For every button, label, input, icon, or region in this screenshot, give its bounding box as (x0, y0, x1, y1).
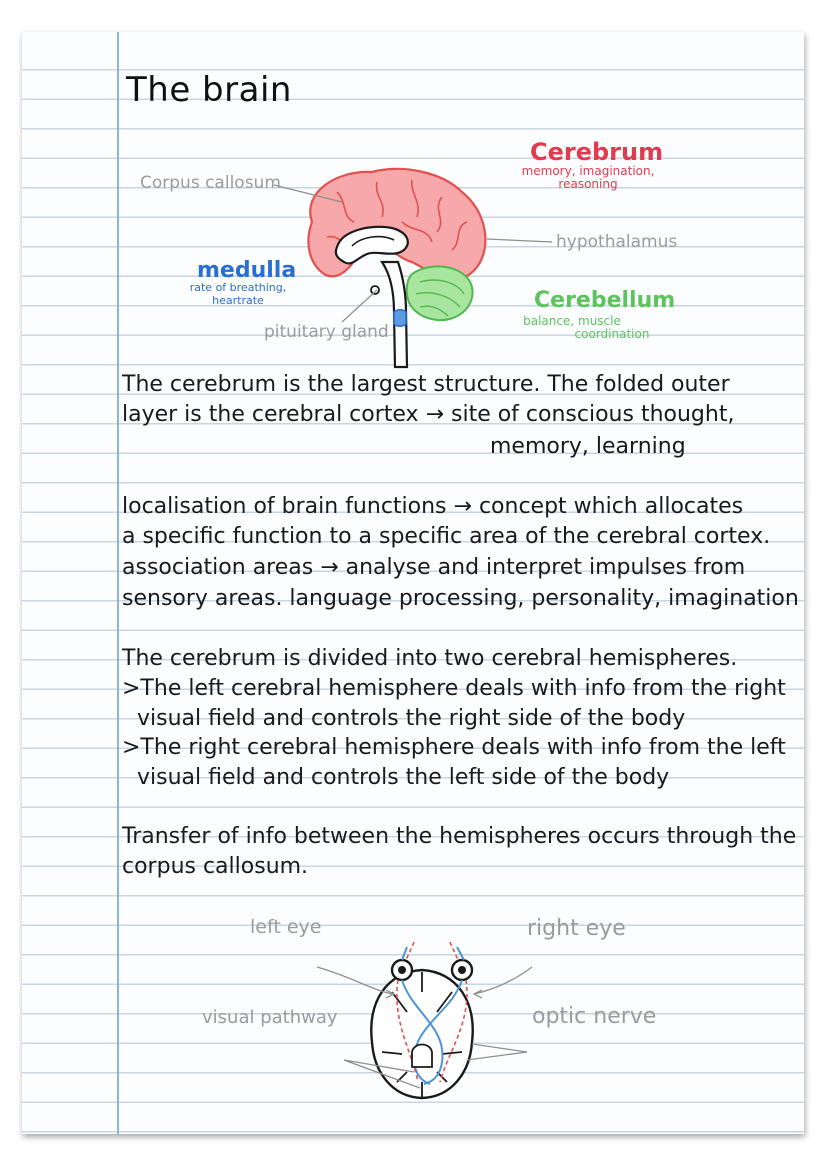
paragraph-2-line-4: sensory areas. language processing, personality, imagination (122, 586, 799, 611)
paragraph-3-line-2: >The left cerebral hemisphere deals with info from the right (122, 676, 786, 701)
label-cerebrum-desc-2: reasoning (558, 177, 618, 191)
paragraph-3-line-4: >The right cerebral hemisphere deals with info from the left (122, 735, 786, 760)
label-cerebellum: Cerebellum (534, 288, 676, 313)
label-cerebellum-desc-2: coordination (574, 327, 650, 341)
paragraph-1-line-1: The cerebrum is the largest structure. The folded outer (122, 372, 730, 397)
paragraph-2-line-3: association areas → analyse and interpret impulses from (122, 555, 746, 580)
label-visual-pathway: visual pathway (202, 1007, 338, 1028)
paragraph-3-line-1: The cerebrum is divided into two cerebral hemispheres. (122, 646, 738, 671)
label-cerebrum-desc-1: memory, imagination, (521, 164, 655, 178)
label-pituitary-gland: pituitary gland (264, 322, 389, 342)
eye-pointer-lines (22, 912, 804, 1112)
paragraph-3-line-5: visual field and controls the left side of the body (137, 765, 670, 790)
notebook-page (22, 32, 804, 1134)
label-cerebrum: Cerebrum (530, 138, 664, 166)
paragraph-3-line-3: visual field and controls the right side of the body (137, 706, 686, 731)
label-medulla-desc-1: rate of breathing, (189, 281, 287, 294)
page-title: The brain (126, 70, 292, 110)
label-optic-nerve: optic nerve (532, 1004, 657, 1029)
paragraph-2-line-1: localisation of brain functions → concept which allocates (122, 494, 744, 519)
label-medulla: medulla (197, 258, 297, 283)
paragraph-1-line-2: layer is the cerebral cortex → site of conscious thought, (122, 402, 735, 427)
label-corpus-callosum: Corpus callosum (140, 173, 281, 193)
label-medulla-desc-2: heartrate (212, 294, 264, 307)
label-cerebellum-desc-1: balance, muscle (523, 314, 621, 328)
label-hypothalamus: hypothalamus (556, 232, 678, 252)
paragraph-2-line-2: a specific function to a specific area of the cerebral cortex. (122, 524, 771, 549)
paragraph-4-line-1: Transfer of info between the hemispheres occurs through the (122, 824, 797, 849)
paragraph-1-line-3: memory, learning (490, 434, 686, 459)
label-left-eye: left eye (250, 916, 322, 938)
label-right-eye: right eye (527, 916, 626, 941)
paragraph-4-line-2: corpus callosum. (122, 854, 309, 879)
